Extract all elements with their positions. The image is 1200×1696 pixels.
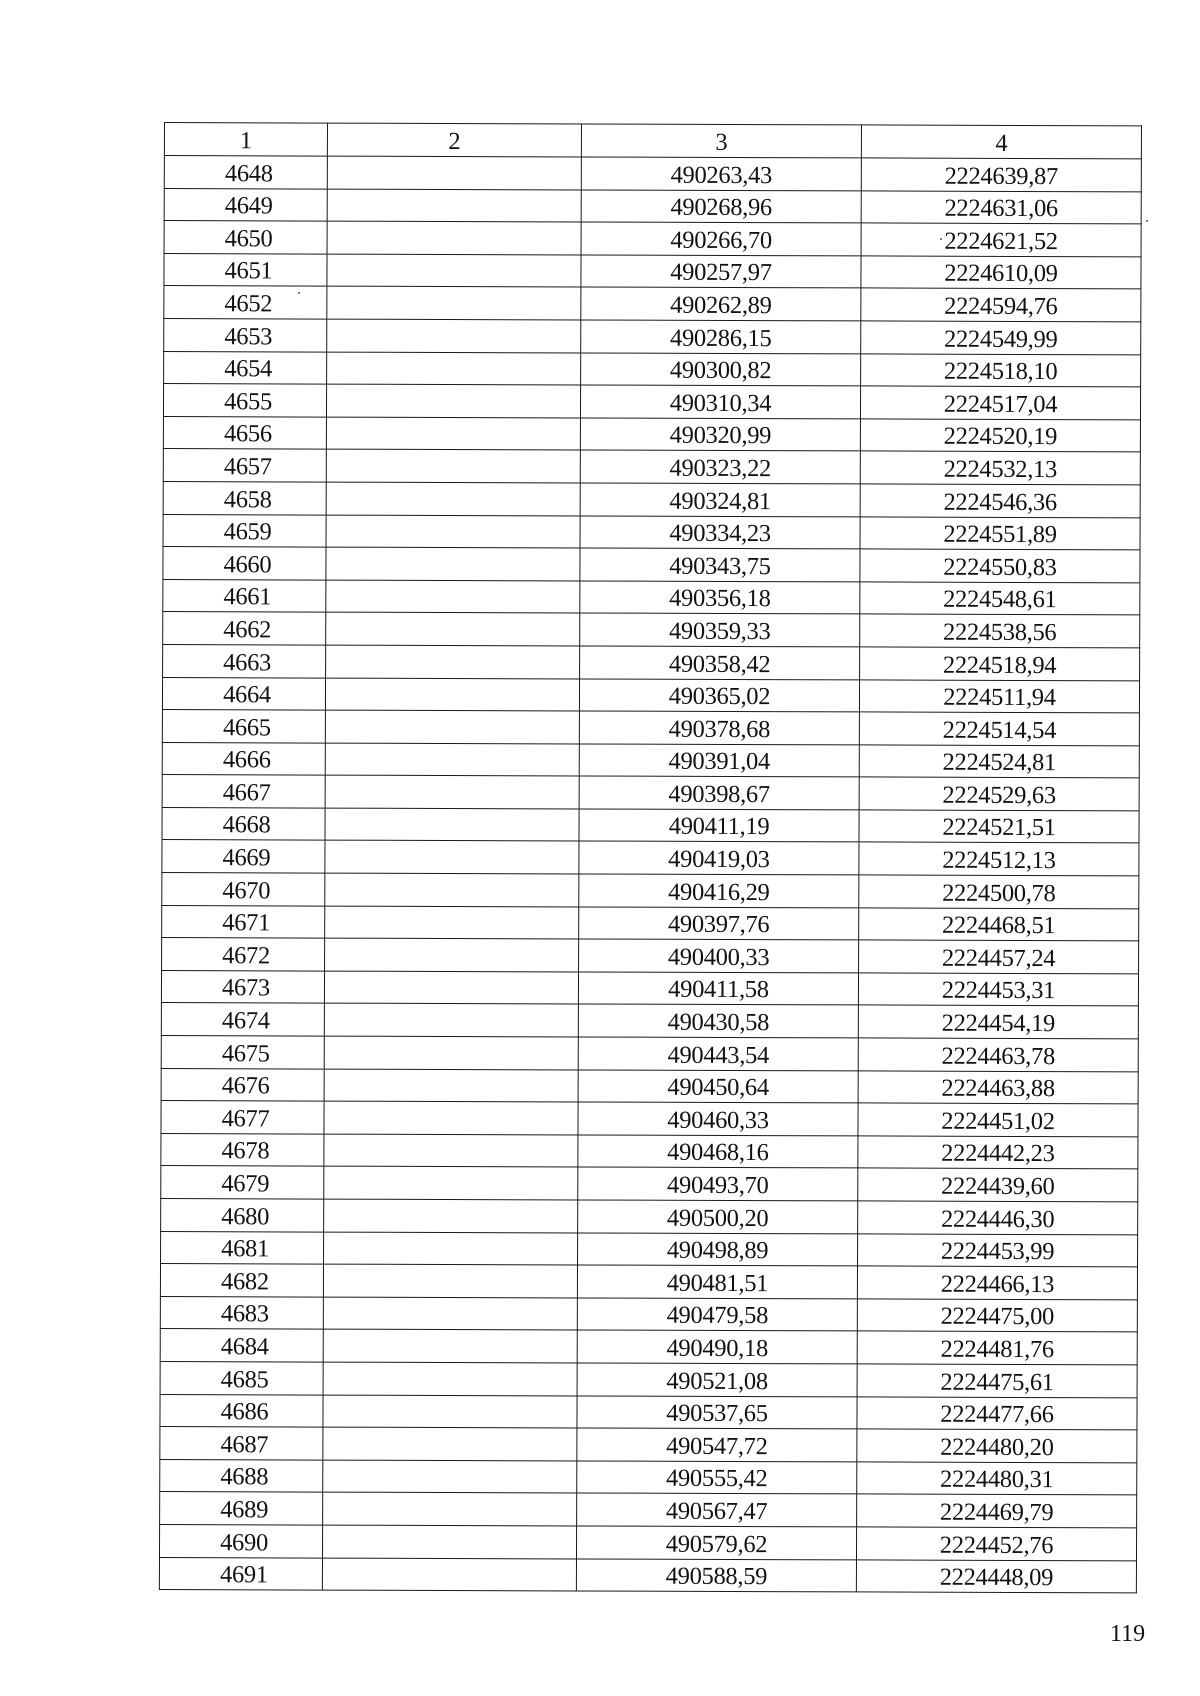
table-row — [163, 644, 1140, 680]
table-row — [163, 547, 1140, 583]
table-row — [163, 384, 1140, 420]
description-cell — [323, 1297, 577, 1330]
description-cell — [325, 873, 579, 906]
x-coordinate-cell: 490257,97 — [581, 255, 861, 289]
table-row — [163, 449, 1140, 485]
y-coordinate-cell: 2224639,87 — [861, 158, 1141, 192]
scan-speck — [298, 292, 300, 294]
y-coordinate-cell: 2224550,83 — [860, 549, 1140, 583]
table-row — [161, 1133, 1138, 1169]
y-coordinate-cell: 2224481,76 — [857, 1331, 1137, 1365]
y-coordinate-cell: 2224621,52 — [861, 223, 1141, 257]
description-cell — [325, 710, 579, 743]
description-cell — [324, 1069, 578, 1102]
scan-speck — [1146, 220, 1148, 222]
x-coordinate-cell: 490521,08 — [577, 1363, 857, 1397]
description-cell — [327, 352, 581, 385]
point-number-cell: 4686 — [160, 1394, 323, 1427]
point-number-cell: 4659 — [163, 514, 326, 547]
y-coordinate-cell: 2224549,99 — [861, 321, 1141, 355]
point-number-cell: 4681 — [161, 1231, 324, 1264]
x-coordinate-cell: 490460,33 — [578, 1102, 858, 1136]
description-cell — [325, 775, 579, 808]
x-coordinate-cell: 490310,34 — [580, 385, 860, 419]
x-coordinate-cell: 490400,33 — [579, 939, 859, 973]
description-cell — [324, 1101, 578, 1134]
x-coordinate-cell: 490579,62 — [576, 1526, 856, 1560]
table-row — [160, 1492, 1137, 1528]
y-coordinate-cell: 2224511,94 — [859, 679, 1139, 713]
column-header-2: 2 — [327, 123, 581, 157]
description-cell — [324, 1199, 578, 1232]
x-coordinate-cell: 490324,81 — [580, 483, 860, 517]
description-cell — [327, 221, 581, 254]
description-cell — [323, 1329, 577, 1362]
description-cell — [325, 841, 579, 874]
description-cell — [326, 580, 580, 613]
description-cell — [325, 808, 579, 841]
table-row — [161, 1101, 1138, 1137]
y-coordinate-cell: 2224453,31 — [858, 973, 1138, 1007]
table-row — [159, 1524, 1136, 1560]
x-coordinate-cell: 490365,02 — [579, 678, 859, 712]
y-coordinate-cell: 2224594,76 — [861, 288, 1141, 322]
x-coordinate-cell: 490398,67 — [579, 776, 859, 810]
x-coordinate-cell: 490493,70 — [578, 1167, 858, 1201]
point-number-cell: 4660 — [163, 547, 326, 580]
point-number-cell: 4679 — [161, 1166, 324, 1199]
table-row — [162, 710, 1139, 746]
description-cell — [325, 938, 579, 971]
x-coordinate-cell: 490555,42 — [577, 1461, 857, 1495]
description-cell — [324, 1134, 578, 1167]
description-cell — [327, 189, 581, 222]
x-coordinate-cell: 490411,58 — [578, 972, 858, 1006]
description-cell — [322, 1558, 576, 1591]
table-row — [161, 970, 1138, 1006]
point-number-cell: 4649 — [164, 188, 327, 221]
y-coordinate-cell: 2224457,24 — [859, 940, 1139, 974]
point-number-cell: 4688 — [160, 1459, 323, 1492]
x-coordinate-cell: 490334,23 — [580, 515, 860, 549]
point-number-cell: 4651 — [164, 253, 327, 286]
description-cell — [323, 1264, 577, 1297]
point-number-cell: 4690 — [159, 1524, 322, 1557]
description-cell — [327, 286, 581, 319]
x-coordinate-cell: 490411,19 — [579, 809, 859, 843]
y-coordinate-cell: 2224475,00 — [857, 1299, 1137, 1333]
point-number-cell: 4666 — [162, 742, 325, 775]
y-coordinate-cell: 2224631,06 — [861, 191, 1141, 225]
scan-speck — [940, 238, 942, 240]
y-coordinate-cell: 2224466,13 — [857, 1266, 1137, 1300]
table-row — [161, 1231, 1138, 1267]
x-coordinate-cell: 490479,58 — [577, 1298, 857, 1332]
point-number-cell: 4650 — [164, 221, 327, 254]
description-cell — [326, 417, 580, 450]
table-row — [162, 677, 1139, 713]
description-cell — [326, 384, 580, 417]
y-coordinate-cell: 2224551,89 — [860, 516, 1140, 550]
x-coordinate-cell: 490443,54 — [578, 1037, 858, 1071]
y-coordinate-cell: 2224521,51 — [859, 810, 1139, 844]
y-coordinate-cell: 2224475,61 — [857, 1364, 1137, 1398]
table-row — [164, 286, 1141, 322]
x-coordinate-cell: 490498,89 — [578, 1233, 858, 1267]
table-row — [162, 742, 1139, 778]
y-coordinate-cell: 2224538,56 — [860, 614, 1140, 648]
table-row — [164, 318, 1141, 354]
y-coordinate-cell: 2224463,78 — [858, 1038, 1138, 1072]
y-coordinate-cell: 2224532,13 — [860, 451, 1140, 485]
x-coordinate-cell: 490500,20 — [578, 1200, 858, 1234]
point-number-cell: 4655 — [163, 384, 326, 417]
x-coordinate-cell: 490450,64 — [578, 1070, 858, 1104]
y-coordinate-cell: 2224517,04 — [860, 386, 1140, 420]
table-row — [163, 416, 1140, 452]
x-coordinate-cell: 490567,47 — [577, 1493, 857, 1527]
x-coordinate-cell: 490547,72 — [577, 1428, 857, 1462]
table-row — [163, 612, 1140, 648]
point-number-cell: 4657 — [163, 449, 326, 482]
x-coordinate-cell: 490359,33 — [580, 613, 860, 647]
table-row — [162, 775, 1139, 811]
description-cell — [322, 1525, 576, 1558]
point-number-cell: 4676 — [161, 1068, 324, 1101]
table-row — [164, 253, 1141, 289]
table-row — [164, 221, 1141, 257]
description-cell — [324, 1166, 578, 1199]
table-row — [159, 1557, 1136, 1593]
table-row — [160, 1361, 1137, 1397]
table-row — [164, 188, 1141, 224]
y-coordinate-cell: 2224548,61 — [860, 582, 1140, 616]
description-cell — [325, 678, 579, 711]
point-number-cell: 4652 — [164, 286, 327, 319]
point-number-cell: 4662 — [163, 612, 326, 645]
description-cell — [325, 906, 579, 939]
x-coordinate-cell: 490419,03 — [579, 841, 859, 875]
point-number-cell: 4680 — [161, 1198, 324, 1231]
table-row — [163, 579, 1140, 615]
x-coordinate-cell: 490320,99 — [580, 418, 860, 452]
description-cell — [326, 515, 580, 548]
y-coordinate-cell: 2224500,78 — [859, 875, 1139, 909]
y-coordinate-cell: 2224529,63 — [859, 777, 1139, 811]
point-number-cell: 4661 — [163, 579, 326, 612]
y-coordinate-cell: 2224480,31 — [857, 1462, 1137, 1496]
description-cell — [327, 156, 581, 189]
point-number-cell: 4663 — [163, 644, 326, 677]
x-coordinate-cell: 490358,42 — [580, 646, 860, 680]
y-coordinate-cell: 2224480,20 — [857, 1429, 1137, 1463]
table-row — [160, 1329, 1137, 1365]
point-number-cell: 4691 — [159, 1557, 322, 1590]
y-coordinate-cell: 2224451,02 — [858, 1103, 1138, 1137]
y-coordinate-cell: 2224512,13 — [859, 842, 1139, 876]
point-number-cell: 4678 — [161, 1133, 324, 1166]
x-coordinate-cell: 490268,96 — [581, 190, 861, 224]
point-number-cell: 4675 — [161, 1036, 324, 1069]
point-number-cell: 4670 — [162, 873, 325, 906]
point-number-cell: 4684 — [160, 1329, 323, 1362]
point-number-cell: 4669 — [162, 840, 325, 873]
point-number-cell: 4687 — [160, 1427, 323, 1460]
coordinates-table — [159, 122, 1142, 1594]
description-cell — [323, 1492, 577, 1525]
description-cell — [323, 1395, 577, 1428]
table-row — [160, 1427, 1137, 1463]
x-coordinate-cell: 490263,43 — [581, 157, 861, 191]
table-row — [160, 1296, 1137, 1332]
y-coordinate-cell: 2224442,23 — [858, 1136, 1138, 1170]
description-cell — [323, 1362, 577, 1395]
point-number-cell: 4683 — [160, 1296, 323, 1329]
y-coordinate-cell: 2224448,09 — [856, 1559, 1136, 1593]
description-cell — [327, 254, 581, 287]
x-coordinate-cell: 490343,75 — [580, 548, 860, 582]
x-coordinate-cell: 490397,76 — [579, 907, 859, 941]
point-number-cell: 4685 — [160, 1361, 323, 1394]
table-row — [162, 840, 1139, 876]
table-row — [163, 481, 1140, 517]
x-coordinate-cell: 490286,15 — [581, 320, 861, 354]
column-header-4: 4 — [861, 125, 1141, 159]
x-coordinate-cell: 490391,04 — [579, 744, 859, 778]
x-coordinate-cell: 490416,29 — [579, 874, 859, 908]
table-row — [160, 1459, 1137, 1495]
y-coordinate-cell: 2224446,30 — [858, 1201, 1138, 1235]
x-coordinate-cell: 490323,22 — [580, 450, 860, 484]
x-coordinate-cell: 490588,59 — [576, 1558, 856, 1592]
column-header-3: 3 — [581, 124, 861, 158]
point-number-cell: 4677 — [161, 1101, 324, 1134]
table-row — [161, 1036, 1138, 1072]
point-number-cell: 4665 — [162, 710, 325, 743]
point-number-cell: 4671 — [162, 905, 325, 938]
y-coordinate-cell: 2224518,10 — [861, 353, 1141, 387]
x-coordinate-cell: 490300,82 — [581, 353, 861, 387]
description-cell — [323, 1427, 577, 1460]
point-number-cell: 4656 — [163, 416, 326, 449]
point-number-cell: 4654 — [164, 351, 327, 384]
y-coordinate-cell: 2224468,51 — [859, 908, 1139, 942]
coordinates-table-body — [159, 123, 1141, 1594]
description-cell — [324, 971, 578, 1004]
x-coordinate-cell: 490468,16 — [578, 1135, 858, 1169]
x-coordinate-cell: 490430,58 — [578, 1004, 858, 1038]
table-row — [162, 938, 1139, 974]
y-coordinate-cell: 2224452,76 — [856, 1527, 1136, 1561]
point-number-cell: 4664 — [162, 677, 325, 710]
y-coordinate-cell: 2224520,19 — [860, 419, 1140, 453]
y-coordinate-cell: 2224453,99 — [858, 1234, 1138, 1268]
point-number-cell: 4682 — [160, 1264, 323, 1297]
table-row — [161, 1068, 1138, 1104]
table-row — [162, 807, 1139, 843]
table-row — [162, 873, 1139, 909]
point-number-cell: 4653 — [164, 318, 327, 351]
x-coordinate-cell: 490262,89 — [581, 287, 861, 321]
description-cell — [324, 1004, 578, 1037]
point-number-cell: 4674 — [161, 1003, 324, 1036]
description-cell — [325, 743, 579, 776]
y-coordinate-cell: 2224610,09 — [861, 256, 1141, 290]
x-coordinate-cell: 490266,70 — [581, 222, 861, 256]
x-coordinate-cell: 490378,68 — [579, 711, 859, 745]
point-number-cell: 4673 — [161, 970, 324, 1003]
table-row — [160, 1264, 1137, 1300]
table-row — [161, 1166, 1138, 1202]
description-cell — [326, 612, 580, 645]
description-cell — [324, 1036, 578, 1069]
description-cell — [327, 319, 581, 352]
table-row — [161, 1003, 1138, 1039]
description-cell — [326, 547, 580, 580]
table-row — [161, 1198, 1138, 1234]
point-number-cell: 4672 — [162, 938, 325, 971]
point-number-cell: 4658 — [163, 481, 326, 514]
table-row — [163, 514, 1140, 550]
point-number-cell: 4668 — [162, 807, 325, 840]
description-cell — [324, 1232, 578, 1265]
y-coordinate-cell: 2224439,60 — [858, 1168, 1138, 1202]
point-number-cell: 4667 — [162, 775, 325, 808]
column-header-1: 1 — [164, 123, 327, 157]
page-number: 119 — [1110, 1621, 1146, 1647]
table-row — [160, 1394, 1137, 1430]
point-number-cell: 4648 — [164, 156, 327, 189]
table-row — [162, 905, 1139, 941]
x-coordinate-cell: 490537,65 — [577, 1396, 857, 1430]
description-cell — [326, 645, 580, 678]
y-coordinate-cell: 2224463,88 — [858, 1071, 1138, 1105]
description-cell — [326, 482, 580, 515]
point-number-cell: 4689 — [160, 1492, 323, 1525]
table-row — [164, 156, 1141, 192]
y-coordinate-cell: 2224514,54 — [859, 712, 1139, 746]
x-coordinate-cell: 490490,18 — [577, 1330, 857, 1364]
y-coordinate-cell: 2224454,19 — [858, 1005, 1138, 1039]
description-cell — [326, 449, 580, 482]
y-coordinate-cell: 2224469,79 — [857, 1494, 1137, 1528]
y-coordinate-cell: 2224477,66 — [857, 1396, 1137, 1430]
y-coordinate-cell: 2224524,81 — [859, 745, 1139, 779]
table-header-row — [164, 123, 1141, 159]
description-cell — [323, 1460, 577, 1493]
y-coordinate-cell: 2224546,36 — [860, 484, 1140, 518]
table-row — [164, 351, 1141, 387]
x-coordinate-cell: 490356,18 — [580, 581, 860, 615]
y-coordinate-cell: 2224518,94 — [860, 647, 1140, 681]
x-coordinate-cell: 490481,51 — [577, 1265, 857, 1299]
